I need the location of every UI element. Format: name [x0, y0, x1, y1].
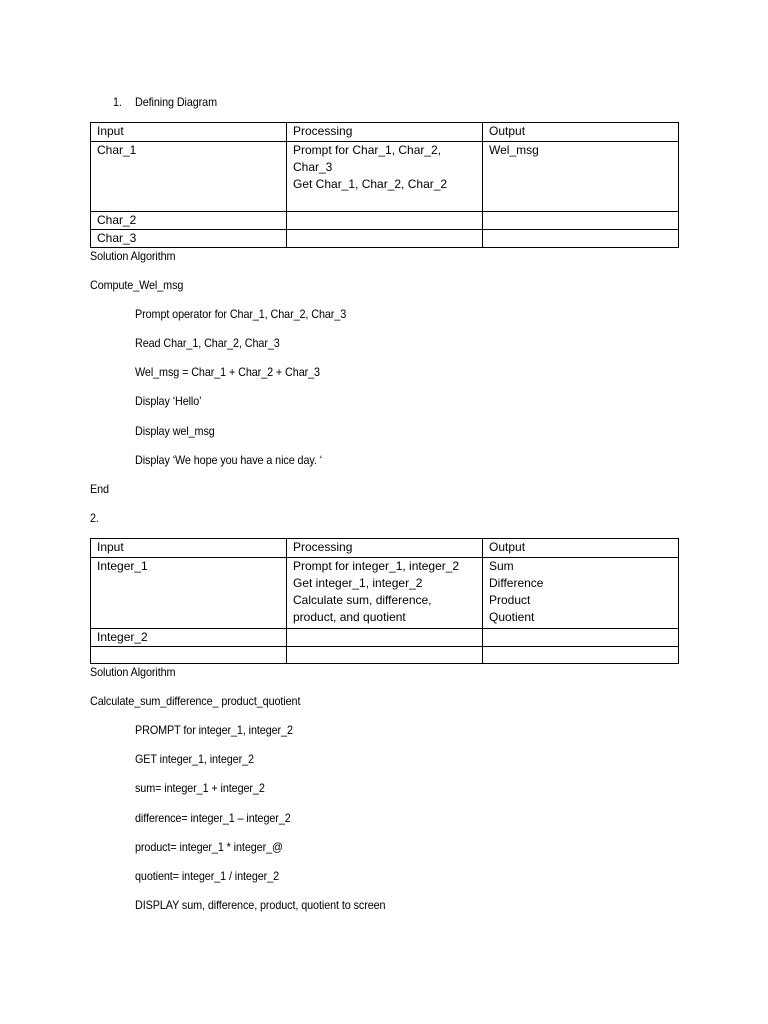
solution-algorithm-label-2: Solution Algorithm	[90, 665, 176, 679]
algorithm-step: PROMPT for integer_1, integer_2	[135, 723, 293, 737]
algorithm-name: Compute_Wel_msg	[90, 278, 184, 292]
defining-diagram-table-2	[90, 538, 679, 664]
table-row	[91, 230, 679, 248]
table-row	[91, 212, 679, 230]
algorithm-step: Display ‘Hello’	[135, 394, 202, 408]
table-cell: Char_3	[91, 230, 287, 248]
algorithm-step: Display wel_msg	[135, 424, 215, 438]
table-cell: Integer_2	[91, 629, 287, 647]
table-cell: Integer_1	[91, 558, 287, 629]
algorithm-step: Wel_msg = Char_1 + Char_2 + Char_3	[135, 365, 320, 379]
table-row	[91, 647, 679, 664]
algorithm-step: Prompt operator for Char_1, Char_2, Char_3	[135, 307, 347, 321]
table-cell	[287, 629, 483, 647]
section-1-number: 1.	[113, 95, 122, 109]
algorithm-step: DISPLAY sum, difference, product, quotient to screen	[135, 898, 386, 912]
defining-diagram-table	[90, 122, 679, 248]
algorithm-step: Read Char_1, Char_2, Char_3	[135, 336, 280, 350]
table-cell: Wel_msg	[483, 142, 679, 212]
table-header-row	[91, 123, 679, 142]
algorithm-step: quotient= integer_1 / integer_2	[135, 869, 280, 883]
header-output: Output	[483, 123, 679, 142]
table-cell	[483, 647, 679, 664]
table-cell	[483, 212, 679, 230]
header-output: Output	[483, 539, 679, 558]
algorithm-step: product= integer_1 * integer_@	[135, 840, 283, 854]
table-cell	[287, 212, 483, 230]
table-cell	[287, 647, 483, 664]
table-cell	[287, 230, 483, 248]
header-input: Input	[91, 539, 287, 558]
algorithm-name-2: Calculate_sum_difference_ product_quotient	[90, 694, 301, 708]
table-row	[91, 629, 679, 647]
table-row	[91, 142, 679, 212]
end-label: End	[90, 482, 109, 496]
table-header-row	[91, 539, 679, 558]
table-cell: Char_1	[91, 142, 287, 212]
algorithm-step: difference= integer_1 – integer_2	[135, 811, 291, 825]
table-cell	[483, 629, 679, 647]
table-cell: Prompt for integer_1, integer_2 Get integer_1, integer_2 Calculate sum, difference, product, and quotient	[287, 558, 483, 629]
solution-algorithm-label: Solution Algorithm	[90, 249, 176, 263]
table-row	[91, 558, 679, 629]
algorithm-step: sum= integer_1 + integer_2	[135, 781, 265, 795]
table-cell	[91, 647, 287, 664]
algorithm-step: Display ‘We hope you have a nice day. ‘	[135, 453, 323, 467]
table-cell: Char_2	[91, 212, 287, 230]
table-cell: Prompt for Char_1, Char_2, Char_3 Get Char_1, Char_2, Char_2	[287, 142, 483, 212]
table-cell	[483, 230, 679, 248]
section-1-title: Defining Diagram	[135, 95, 217, 109]
header-processing: Processing	[287, 539, 483, 558]
header-processing: Processing	[287, 123, 483, 142]
table-cell: Sum Difference Product Quotient	[483, 558, 679, 629]
section-2-number: 2.	[90, 511, 99, 525]
header-input: Input	[91, 123, 287, 142]
algorithm-step: GET integer_1, integer_2	[135, 752, 254, 766]
